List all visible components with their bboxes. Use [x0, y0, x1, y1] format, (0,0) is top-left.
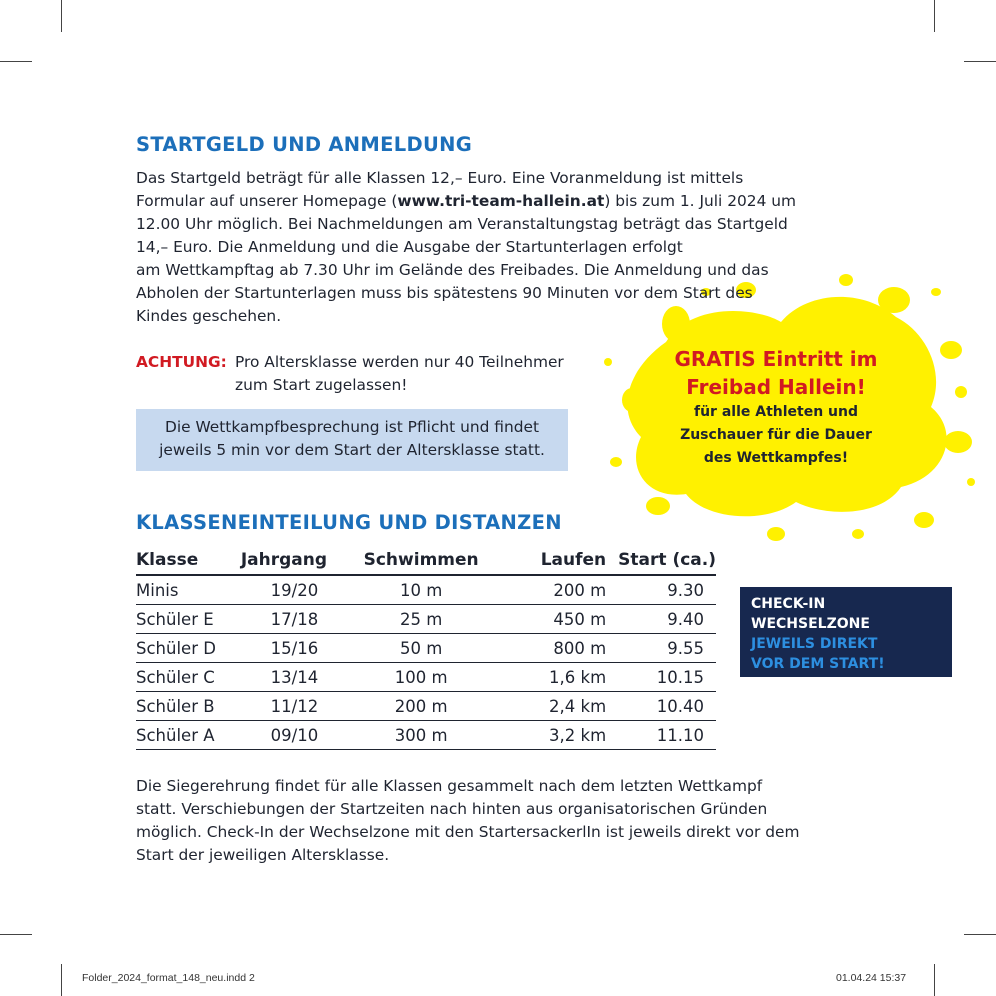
- section-title-classes: KLASSENEINTEILUNG UND DISTANZEN: [136, 511, 562, 534]
- table-cell: 13/14: [241, 663, 348, 692]
- paragraph-line: am Wettkampftag ab 7.30 Uhr im Gelände des Freibades. Die Anmeldung und das: [136, 261, 769, 279]
- notice-line: Die Wettkampfbesprechung ist Pflicht und findet: [165, 418, 539, 436]
- table-cell: 10.15: [618, 663, 716, 692]
- table-cell: 9.40: [618, 605, 716, 634]
- paragraph-line: Das Startgeld beträgt für alle Klassen 12,– Euro. Eine Voranmeldung ist mittels: [136, 169, 744, 187]
- table-cell: 09/10: [241, 721, 348, 750]
- paragraph-line: 14,– Euro. Die Anmeldung und die Ausgabe der Startunterlagen erfolgt: [136, 238, 683, 256]
- table-cell: 17/18: [241, 605, 348, 634]
- table-cell: 9.55: [618, 634, 716, 663]
- table-row: [136, 605, 716, 634]
- crop-mark: [934, 0, 935, 32]
- achtung-label: ACHTUNG:: [136, 353, 227, 371]
- paragraph-line: Kindes geschehen.: [136, 307, 282, 325]
- table-cell: 11/12: [241, 692, 348, 721]
- table-cell: Schüler B: [136, 692, 241, 721]
- table-cell: 1,6 km: [494, 663, 618, 692]
- paragraph-line: 12.00 Uhr möglich. Bei Nachmeldungen am Veranstaltungstag beträgt das Startgeld: [136, 215, 788, 233]
- checkin-line: VOR DEM START!: [751, 656, 885, 672]
- table-row: [136, 721, 716, 750]
- table-row: [136, 634, 716, 663]
- table-cell: 25 m: [348, 605, 494, 634]
- table-cell: 100 m: [348, 663, 494, 692]
- table-cell: Schüler E: [136, 605, 241, 634]
- column-header: Start (ca.): [618, 545, 716, 575]
- paragraph-line: statt. Verschiebungen der Startzeiten nach hinten aus organisatorischen Gründen: [136, 800, 768, 818]
- table-cell: 11.10: [618, 721, 716, 750]
- crop-mark: [0, 934, 32, 935]
- table-cell: Schüler A: [136, 721, 241, 750]
- promo-headline: GRATIS Eintritt im: [674, 347, 878, 371]
- column-header: Laufen: [494, 545, 618, 575]
- checkin-line: CHECK-IN: [751, 596, 826, 612]
- paragraph-line: Die Siegerehrung findet für alle Klassen gesammelt nach dem letzten Wettkampf: [136, 777, 763, 795]
- table-cell: 10 m: [348, 575, 494, 605]
- table-header-row: [136, 545, 716, 575]
- table-row: [136, 692, 716, 721]
- ceremony-paragraph: [136, 775, 836, 867]
- table-cell: 200 m: [494, 575, 618, 605]
- table-cell: 450 m: [494, 605, 618, 634]
- table-cell: 2,4 km: [494, 692, 618, 721]
- table-cell: Minis: [136, 575, 241, 605]
- table-row: [136, 663, 716, 692]
- briefing-notice-box: [136, 409, 568, 471]
- paragraph-line: Abholen der Startunterlagen muss bis spätestens 90 Minuten vor dem Start des: [136, 284, 753, 302]
- table-cell: 9.30: [618, 575, 716, 605]
- table-cell: 15/16: [241, 634, 348, 663]
- print-slug-timestamp: 01.04.24 15:37: [836, 972, 907, 984]
- print-slug-filename: Folder_2024_format_148_neu.indd 2: [82, 972, 255, 984]
- crop-mark: [964, 61, 996, 62]
- table-cell: 19/20: [241, 575, 348, 605]
- paragraph-line: möglich. Check-In der Wechselzone mit den StartersackerlIn ist jeweils direkt vor dem: [136, 823, 800, 841]
- crop-mark: [61, 964, 62, 996]
- column-header: Schwimmen: [348, 545, 494, 575]
- promo-subline: Zuschauer für die Dauer: [680, 427, 872, 443]
- free-entry-promo: [626, 345, 926, 470]
- column-header: Klasse: [136, 545, 241, 575]
- table-cell: 10.40: [618, 692, 716, 721]
- crop-mark: [0, 61, 32, 62]
- registration-paragraph: [136, 167, 826, 328]
- table-row: [136, 575, 716, 605]
- table-cell: 200 m: [348, 692, 494, 721]
- column-header: Jahrgang: [241, 545, 348, 575]
- promo-subline: für alle Athleten und: [693, 404, 859, 420]
- table-cell: 50 m: [348, 634, 494, 663]
- promo-headline: Freibad Hallein!: [686, 375, 866, 399]
- paragraph-line: Formular auf unserer Homepage (www.tri-team-hallein.at) bis zum 1. Juli 2024 um: [136, 192, 797, 210]
- table-cell: Schüler C: [136, 663, 241, 692]
- table-cell: Schüler D: [136, 634, 241, 663]
- crop-mark: [964, 934, 996, 935]
- checkin-line: WECHSELZONE: [751, 616, 870, 632]
- checkin-line: JEWEILS DIREKT: [751, 636, 878, 652]
- checkin-info-box: [740, 587, 952, 677]
- homepage-link[interactable]: www.tri-team-hallein.at: [397, 192, 605, 210]
- achtung-text: Pro Altersklasse werden nur 40 Teilnehmer zum Start zugelassen!: [235, 353, 564, 394]
- promo-subline: des Wettkampfes!: [703, 450, 849, 466]
- crop-mark: [61, 0, 62, 32]
- table-cell: 800 m: [494, 634, 618, 663]
- notice-line: jeweils 5 min vor dem Start der Altersklasse statt.: [159, 441, 545, 459]
- crop-mark: [934, 964, 935, 996]
- table-cell: 3,2 km: [494, 721, 618, 750]
- section-title-registration: STARTGELD UND ANMELDUNG: [136, 133, 473, 156]
- table-cell: 300 m: [348, 721, 494, 750]
- paragraph-line: Start der jeweiligen Altersklasse.: [136, 846, 390, 864]
- classes-table: [136, 545, 716, 750]
